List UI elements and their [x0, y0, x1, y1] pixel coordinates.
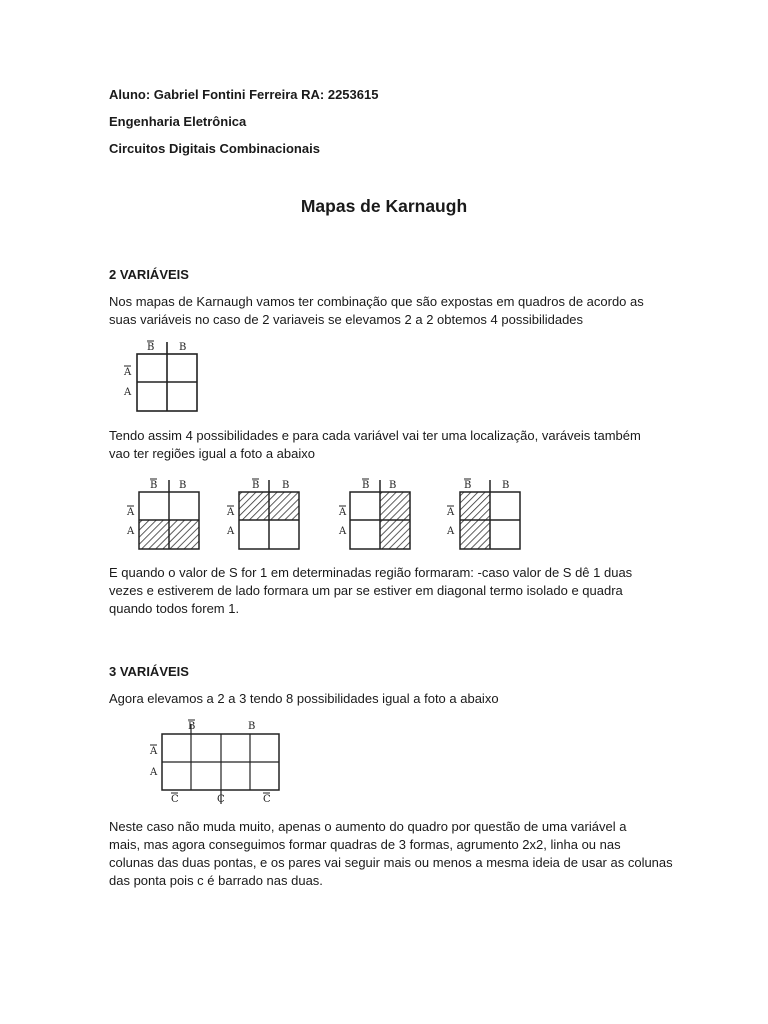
- label-b-bar: B: [464, 480, 472, 491]
- label-b-bar: B: [150, 480, 158, 491]
- text-line: suas variáveis no caso de 2 variaveis se elevamos 2 a 2 obtemos 4 possibilidades: [109, 312, 584, 327]
- label-a: A: [447, 526, 455, 537]
- label-b-bar: B: [147, 342, 155, 353]
- label-b: B: [282, 480, 290, 491]
- label-b-bar: B: [362, 480, 370, 491]
- kmap-region-a: [122, 476, 212, 554]
- text-line: quando todos forem 1.: [109, 601, 240, 616]
- label-a: A: [227, 526, 235, 537]
- label-a: A: [339, 526, 347, 537]
- label-b: B: [248, 721, 256, 732]
- kmap-region-b: [334, 476, 424, 554]
- text-line: Neste caso não muda muito, apenas o aumento do quadro por questão de uma variável a: [109, 819, 627, 834]
- label-a-bar: A: [124, 367, 132, 378]
- section-heading-2var: 2 VARIÁVEIS: [109, 267, 189, 282]
- label-c-bar-right: C: [263, 794, 271, 805]
- label-b: B: [502, 480, 510, 491]
- kmap-region-a-bar: [222, 476, 312, 554]
- pair-text: [109, 564, 669, 618]
- kmap-region-b-bar: [444, 476, 534, 554]
- subject-line: Circuitos Digitais Combinacionais: [109, 141, 320, 156]
- label-b: B: [389, 480, 397, 491]
- kmap-2var: [110, 338, 220, 418]
- label-c: C: [217, 794, 225, 805]
- label-a-bar: A: [339, 507, 347, 518]
- section-heading-3var: 3 VARIÁVEIS: [109, 664, 189, 679]
- regions-text: [109, 427, 669, 463]
- text-line: vao ter regiões igual a foto a abaixo: [109, 446, 315, 461]
- kmap-3var: [140, 714, 300, 808]
- intro-2var: [109, 293, 669, 329]
- label-a-bar: A: [447, 507, 455, 518]
- course-line: Engenharia Eletrônica: [109, 114, 247, 129]
- label-c-bar-left: C: [171, 794, 179, 805]
- label-b: B: [179, 342, 187, 353]
- text-line: mais, mas agora conseguimos formar quadras de 3 formas, agrumento 2x2, linha ou nas: [109, 837, 621, 852]
- label-b: B: [179, 480, 187, 491]
- label-a: A: [124, 387, 132, 398]
- text-line: das ponta pois c é barrado nas duas.: [109, 873, 323, 888]
- label-a: A: [127, 526, 135, 537]
- label-b-bar: B: [188, 721, 196, 732]
- text-line: Tendo assim 4 possibilidades e para cada variável vai ter uma localização, varáveis também: [109, 428, 641, 443]
- body-3var: [109, 818, 673, 890]
- label-b-bar: B: [252, 480, 260, 491]
- label-a-bar: A: [127, 507, 135, 518]
- student-line: Aluno: Gabriel Fontini Ferreira RA: 2253615: [109, 87, 379, 102]
- text-line: E quando o valor de S for 1 em determinadas região formaram: -caso valor de S dê 1 duas: [109, 565, 633, 580]
- intro-3var: Agora elevamos a 2 a 3 tendo 8 possibilidades igual a foto a abaixo: [109, 691, 499, 706]
- text-line: vezes e estiverem de lado formara um par se estiver em diagonal termo isolado e quadra: [109, 583, 623, 598]
- label-a-bar: A: [150, 746, 158, 757]
- text-line: colunas das duas pontas, e os pares vai seguir mais ou menos a mesma ideia de usar as colunas: [109, 855, 673, 870]
- label-a-bar: A: [227, 507, 235, 518]
- text-line: Nos mapas de Karnaugh vamos ter combinação que são expostas em quadros de acordo as: [109, 294, 644, 309]
- page-title: Mapas de Karnaugh: [300, 196, 468, 216]
- label-a: A: [150, 767, 158, 778]
